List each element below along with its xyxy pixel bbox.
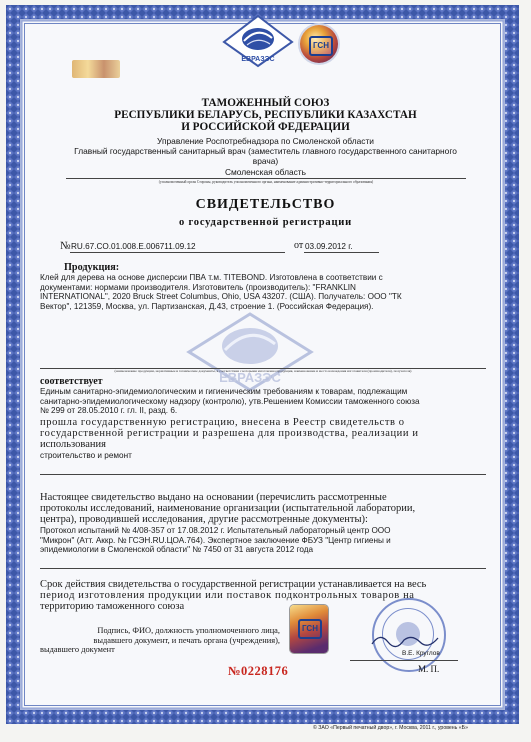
basis-line-1: Настоящее свидетельство выдано на основании (перечислить рассмотренные — [40, 492, 387, 503]
authority-caption: (уполномоченный орган Стороны, руководитель уполномоченного органа, наименование административно-территориального образования) — [158, 180, 374, 184]
basis-line-3: центра), проводившей исследования, другие рассмотренные документы): — [40, 514, 368, 525]
handwritten-signature — [370, 630, 440, 650]
product-line-3: INTERNATIONAL", 2020 Bruck Street Columbus, Ohio, USA 43207. (США). Получатель: ООО "ТК — [40, 292, 402, 301]
basis-underline — [40, 568, 486, 569]
authority-line-1: Управление Роспотребнадзора по Смоленской области — [157, 136, 374, 146]
usage-underline — [40, 474, 486, 475]
compliance-line-2: санитарно-эпидемиологическому надзору (контролю), утв.Решением Комиссии таможенного союза — [40, 396, 420, 406]
hologram-strip — [72, 60, 120, 78]
product-line-2: документами: нормами производителя. Изготовитель (производитель): "FRANKLIN — [40, 282, 356, 292]
union-line-3: И РОССИЙСКОЙ ФЕДЕРАЦИИ — [181, 121, 350, 133]
basis-text-3: эпидемиологии в Смоленской области" № 7450 от 31 августа 2012 года — [40, 545, 314, 554]
date-prefix: от — [294, 240, 304, 251]
certificate-subtitle: о государственной регистрации — [178, 217, 353, 228]
product-line-1: Клей для дерева на основе дисперсии ПВА т.м. TITEBOND. Изготовлена в соответствии с — [40, 273, 383, 282]
passed-line-2: государственной регистрации и разрешена для производства, реализации и — [40, 428, 419, 439]
signature-caption-1: Подпись, ФИО, должность уполномоченного лица, — [97, 626, 280, 635]
evrazes-logo — [222, 14, 294, 68]
date-underline — [304, 252, 379, 253]
registration-date: 03.09.2012 г. — [305, 242, 353, 251]
validity-line-2: период изготовления продукции или поставок подконтрольных товаров на — [40, 590, 415, 601]
number-underline — [70, 252, 285, 253]
serial-number: №0228176 — [228, 664, 289, 678]
passed-line-1: прошла государственную регистрацию, внесена в Реестр свидетельств о — [40, 417, 405, 428]
seal-bottom-text: ГСН — [298, 619, 322, 639]
certificate-title: СВИДЕТЕЛЬСТВО — [195, 197, 336, 212]
product-label: Продукция: — [64, 262, 120, 273]
product-caption: (наименование продукции, нормативные и технические документы, в соответствии с которыми изготовлена продукция, наименование и место нахождения изготовителя (производителя), получателя) — [114, 369, 412, 373]
basis-text-1: Протокол испытаний № 4/08-357 от 17.08.2012 г. Испытательный лабораторный центр ООО — [40, 526, 391, 535]
compliance-line-1: Единым санитарно-эпидемиологическим и гигиеническим требованиям к товарам, подлежащим — [40, 387, 408, 396]
seal-text: ГСН — [309, 36, 333, 56]
validity-line-1: Срок действия свидетельства о государственной регистрации устанавливается на весь — [40, 579, 427, 590]
compliance-label: соответствует — [40, 376, 103, 387]
signature-caption-3: выдавшего документ — [40, 645, 115, 654]
logo-text: ЕВРАЗЭС — [241, 56, 275, 63]
registration-number: RU.67.CO.01.008.E.006711.09.12 — [71, 242, 196, 251]
mp-label: М. П. — [418, 664, 440, 674]
watermark-logo — [185, 312, 315, 392]
signature-caption-2: выдавшего документ, и печать органа (учреждения), — [93, 635, 280, 645]
region: Смоленская область — [224, 167, 306, 177]
union-line-2: РЕСПУБЛИКИ БЕЛАРУСЬ, РЕСПУБЛИКИ КАЗАХСТАН — [114, 109, 417, 121]
hologram-seal-bottom — [290, 605, 328, 653]
usage: строительство и ремонт — [40, 451, 132, 460]
basis-text-2: "Микрон" (Атт. Аккр. № ГСЭН.RU.ЦОА.764). Экспертное заключение ФБУЗ "Центр гигиены и — [40, 535, 391, 545]
authority-underline — [66, 178, 466, 179]
hologram-seal — [300, 25, 338, 63]
printer-footer: © ЗАО «Первый печатный двор», г. Москва, 2011 г., уровень «Б» — [313, 725, 468, 731]
basis-line-2: протоколы исследований, наименование организации (испытательной лаборатории, — [40, 503, 416, 514]
signer-underline — [350, 660, 458, 661]
passed-line-3: использования — [40, 439, 106, 450]
validity-line-3: территорию таможенного союза — [40, 601, 185, 612]
product-line-4: Вектор", 121359, Москва, ул. Партизанская, Д.43, строение 1. (Российская Федерация). — [40, 301, 374, 311]
authority-line-3: врача) — [252, 156, 279, 166]
signer-name: В.Е. Круглов — [402, 650, 440, 657]
authority-line-2: Главный государственный санитарный врач (заместитель главного государственного санитарного — [74, 146, 457, 156]
union-line-1: ТАМОЖЕННЫЙ СОЮЗ — [201, 97, 330, 109]
watermark-text: ЕВРАЗЭС — [219, 370, 281, 385]
compliance-line-3: № 299 от 28.05.2010 г. гл. II, разд. 6. — [40, 406, 178, 415]
number-prefix: № — [60, 240, 71, 252]
